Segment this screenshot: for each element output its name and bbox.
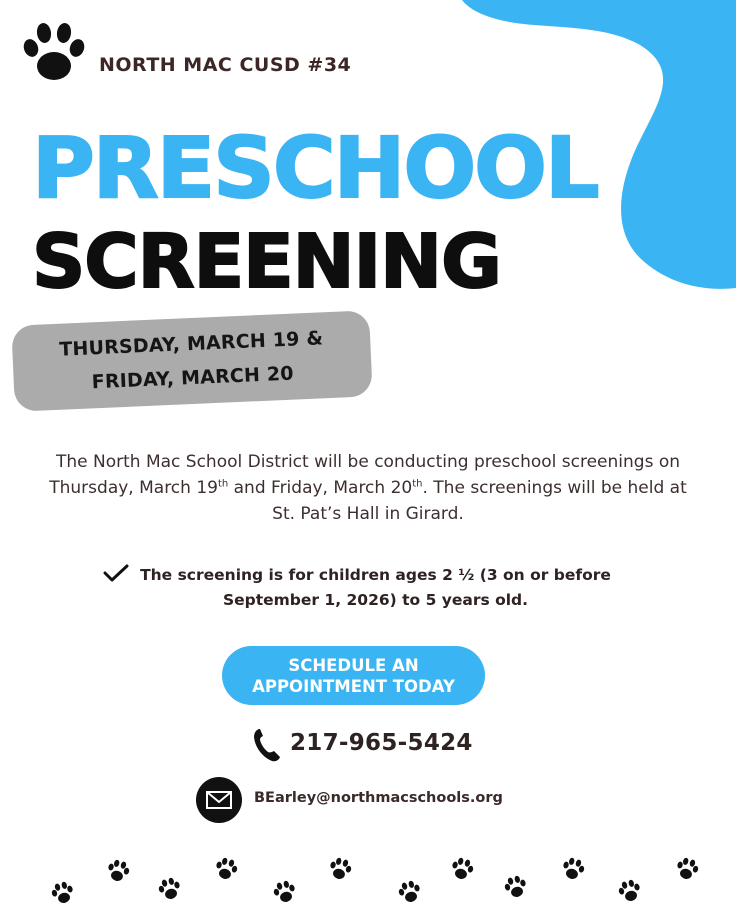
phone-icon [252,727,282,763]
schedule-button-line-2: APPOINTMENT TODAY [252,676,455,696]
title-screening: SCREENING [32,219,501,305]
eligibility-text [138,563,613,613]
envelope-icon [196,777,242,823]
district-name: NORTH MAC CUSD #34 [99,54,352,76]
description-part-1: The North Mac School District will be conducting preschool screenings on Thursday, March 19 [49,452,681,498]
phone-number[interactable]: 217-965-5424 [290,730,473,756]
description-part-2: and Friday, March 20 [228,478,413,498]
date-line-2: FRIDAY, MARCH 20 [91,362,295,394]
eligibility-line-2: September 1, 2026) to 5 years old. [222,591,529,609]
description-paragraph [40,449,696,527]
description-sup-1: th [217,478,229,490]
checkmark-icon [103,563,129,583]
title-preschool: PRESCHOOL [32,119,598,217]
description-sup-2: th [412,478,423,490]
dates-banner [11,310,372,412]
paw-print-icon [22,22,86,84]
eligibility-line-1: The screening is for children ages 2 ½ (3 on or before [140,566,611,584]
schedule-appointment-button[interactable] [222,646,485,705]
date-line-1: THURSDAY, MARCH 19 & [58,327,324,361]
description-part-3: . The screenings will be held at St. Pat’s Hall in Girard. [272,478,687,524]
email-link[interactable]: BEarley@northmacschools.org [254,790,503,806]
schedule-button-line-1: SCHEDULE AN [288,655,419,675]
paw-trail-decoration [0,850,736,916]
